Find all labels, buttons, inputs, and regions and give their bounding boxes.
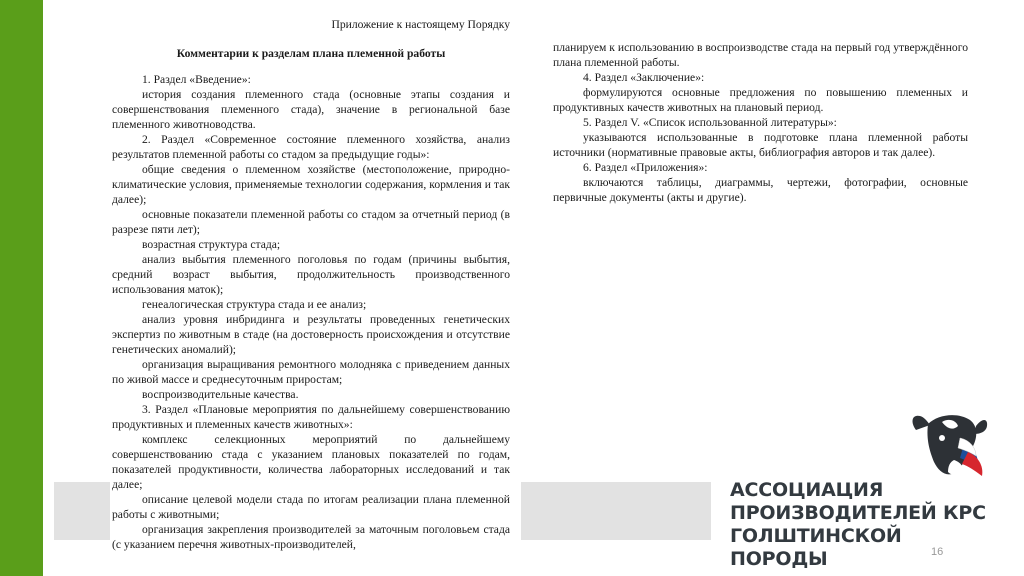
paragraph: планируем к использованию в воспроизводстве стада на первый год утверждённого плана племенной работы.: [553, 41, 968, 69]
logo-line-1: АССОЦИАЦИЯ: [730, 479, 884, 501]
document-title: Комментарии к разделам плана племенной работы: [176, 47, 446, 60]
accent-sidebar-bar: [0, 0, 43, 576]
paragraph: организация закрепления производителей за маточным поголовьем стада (с указанием перечня животных-производителей,: [112, 523, 510, 551]
document-page-right: [553, 40, 968, 204]
paragraph: история создания племенного стада (основные этапы создания и совершенствования племенного стада), значение в региональной базе племенного животноводства.: [112, 88, 510, 131]
paragraph: комплекс селекционных мероприятий по дальнейшему совершенствованию стада с указанием плановых показателей по годам, показателей продуктивности, количества лабораторных исследований и так далее;: [112, 433, 510, 491]
paragraph: воспроизводительные качества.: [142, 388, 299, 401]
paragraph: основные показатели племенной работы со стадом за отчетный период (в разрезе пяти лет);: [112, 208, 510, 236]
appendix-header: Приложение к настоящему Порядку: [331, 18, 510, 31]
gray-band-right: [521, 482, 711, 540]
paragraph: общие сведения о племенном хозяйстве (местоположение, природно-климатические условия, применяемые технологии содержания, кормления и так далее);: [112, 163, 510, 206]
paragraph: анализ уровня инбридинга и результаты проведенных генетических экспертиз по животным в стаде (на достоверность происхождения и отсутствие генетических аномалий);: [112, 313, 510, 356]
paragraph: генеалогическая структура стада и ее анализ;: [142, 298, 367, 311]
cow-head-icon: [908, 408, 990, 478]
paragraph: 5. Раздел V. «Список использованной литературы»:: [583, 116, 837, 129]
paragraph: формулируются основные предложения по повышению племенных и продуктивных качеств животных на плановый период.: [553, 86, 968, 114]
association-name: [730, 479, 1000, 571]
page-number: 16: [931, 546, 944, 558]
logo-line-3: ГОЛШТИНСКОЙ ПОРОДЫ: [730, 525, 902, 570]
paragraph: описание целевой модели стада по итогам реализации плана племенной работы с животными;: [112, 493, 510, 521]
right-page-body: [553, 40, 968, 205]
gray-band-left: [54, 482, 110, 540]
document-page-left: [112, 0, 510, 576]
logo-line-2: ПРОИЗВОДИТЕЛЕЙ КРС: [730, 502, 986, 524]
paragraph: организация выращивания ремонтного молодняка с приведением данных по живой массе и среднесуточным приростам;: [112, 358, 510, 386]
paragraph: 2. Раздел «Современное состояние племенного хозяйства, анализ результатов племенной работы со стадом за предыдущие годы»:: [112, 133, 510, 161]
paragraph: 3. Раздел «Плановые мероприятия по дальнейшему совершенствованию продуктивных и племенных качеств животных»:: [112, 403, 510, 431]
paragraph: анализ выбытия племенного поголовья по годам (причины выбытия, средний возраст выбытия, продолжительность производственного использования маток);: [112, 253, 510, 296]
paragraph: указываются использованные в подготовке плана племенной работы источники (нормативные правовые акты, библиография авторов и так далее).: [553, 131, 968, 159]
paragraph: включаются таблицы, диаграммы, чертежи, фотографии, основные первичные документы (акты и другие).: [553, 176, 968, 204]
paragraph: возрастная структура стада;: [142, 238, 281, 251]
paragraph: 4. Раздел «Заключение»:: [583, 71, 705, 84]
paragraph: 1. Раздел «Введение»:: [142, 73, 251, 86]
left-page-body: [112, 72, 510, 552]
paragraph: 6. Раздел «Приложения»:: [583, 161, 708, 174]
